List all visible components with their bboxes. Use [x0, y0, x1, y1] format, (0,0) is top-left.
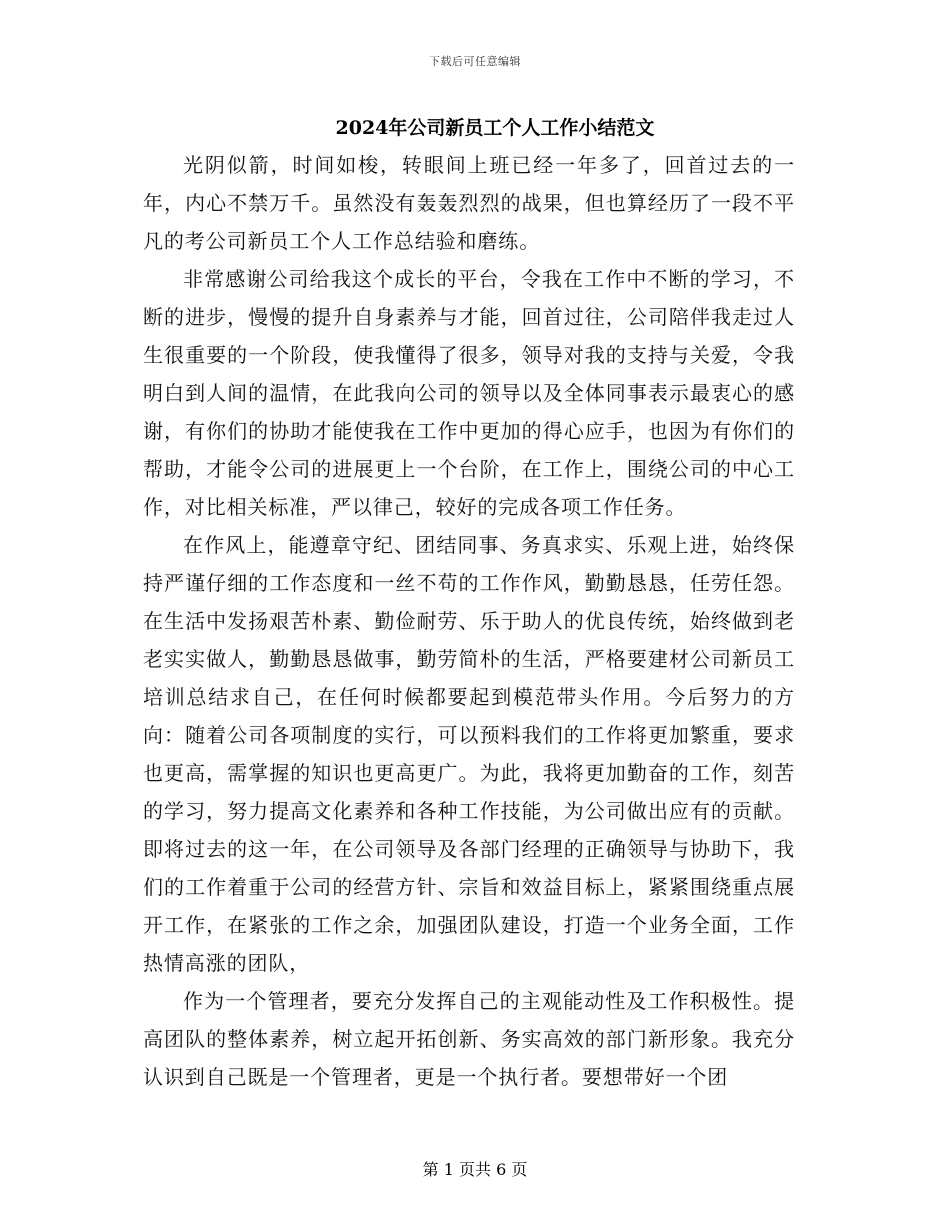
paragraph: 光阴似箭，时间如梭，转眼间上班已经一年多了，回首过去的一年，内心不禁万千。虽然没有轰轰烈烈的战果，但也算经历了一段不平凡的考公司新员工个人工作总结验和磨练。	[143, 153, 795, 253]
header-note: 下载后可任意编辑	[429, 55, 521, 68]
document-body	[143, 146, 795, 1096]
paragraph: 非常感谢公司给我这个成长的平台，令我在工作中不断的学习，不断的进步，慢慢的提升自身素养与才能，回首过往，公司陪伴我走过人生很重要的一个阶段，使我懂得了很多，领导对我的支持与关爱，令我明白到人间的温情，在此我向公司的领导以及全体同事表示最衷心的感谢，有你们的协助才能使我在工作中更加的得心应手，也因为有你们的帮助，才能令公司的进展更上一个台阶，在工作上，围绕公司的中心工作，对比相关标准，严以律己，较好的完成各项工作任务。	[143, 267, 795, 519]
page-number-footer: 第 1 页共 6 页	[422, 1160, 528, 1179]
paragraph: 作为一个管理者，要充分发挥自己的主观能动性及工作积极性。提高团队的整体素养，树立起开拓创新、务实高效的部门新形象。我充分认识到自己既是一个管理者，更是一个执行者。要想带好一个团	[143, 989, 795, 1089]
document-title: 2024年公司新员工个人工作小结范文	[335, 117, 655, 139]
paragraph: 在作风上，能遵章守纪、团结同事、务真求实、乐观上进，始终保持严谨仔细的工作态度和一丝不苟的工作作风，勤勤恳恳，任劳任怨。在生活中发扬艰苦朴素、勤俭耐劳、乐于助人的优良传统，始终做到老老实实做人，勤勤恳恳做事，勤劳简朴的生活，严格要建材公司新员工培训总结求自己，在任何时候都要起到模范带头作用。今后努力的方向：随着公司各项制度的实行，可以预料我们的工作将更加繁重，要求也更高，需掌握的知识也更高更广。为此，我将更加勤奋的工作，刻苦的学习，努力提高文化素养和各种工作技能，为公司做出应有的贡献。即将过去的这一年，在公司领导及各部门经理的正确领导与协助下，我们的工作着重于公司的经营方针、宗旨和效益目标上，紧紧围绕重点展开工作，在紧张的工作之余，加强团队建设，打造一个业务全面，工作热情高涨的团队，	[143, 533, 795, 975]
